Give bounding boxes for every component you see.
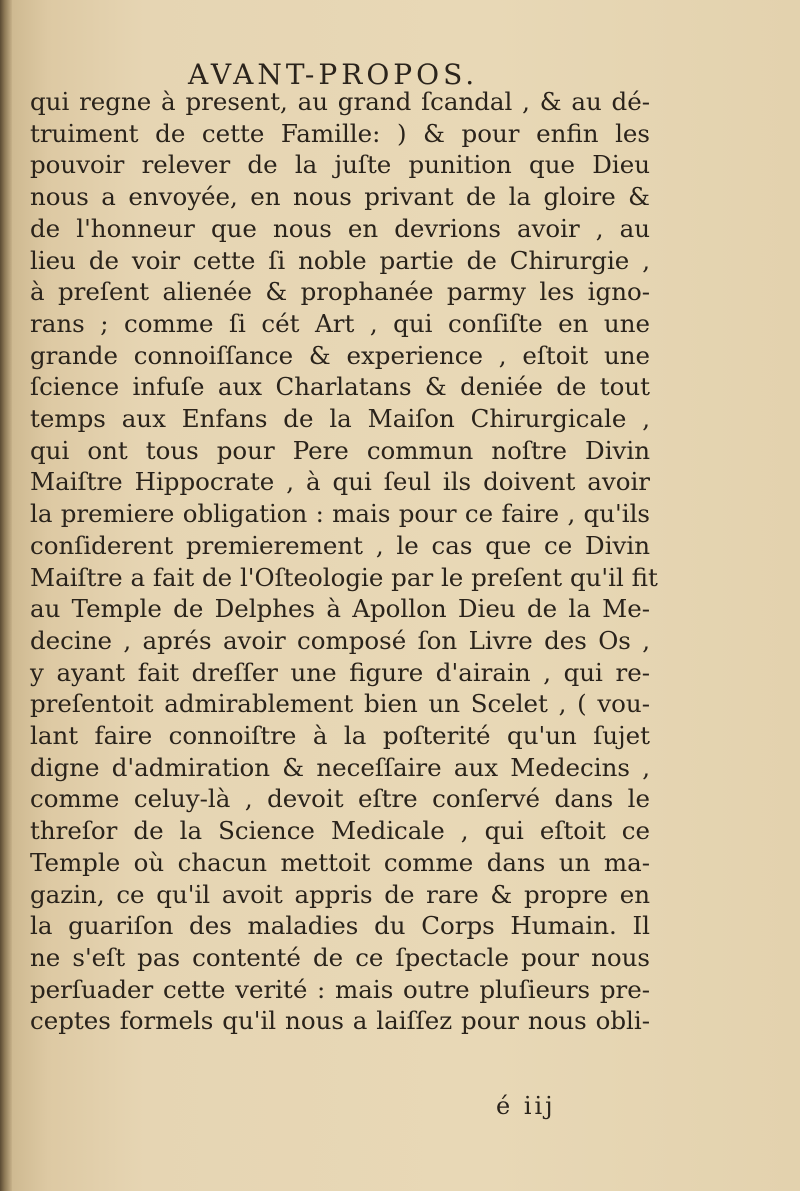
text-line: rans ; comme ſi cét Art , qui conſiſte en une (30, 308, 650, 338)
text-line: y ayant fait dreſſer une figure d'airain , qui re- (30, 657, 650, 687)
text-line: au Temple de Delphes à Apollon Dieu de la Me- (30, 594, 650, 624)
text-line: comme celuy-là , devoit eſtre conſervé dans le (30, 784, 650, 814)
text-line: Temple où chacun mettoit comme dans un ma- (30, 847, 650, 877)
text-line: ceptes formels qu'il nous a laiſſez pour nous obli- (30, 1006, 650, 1036)
text-line: temps aux Enfans de la Maiſon Chirurgicale , (30, 404, 650, 434)
text-line: lieu de voir cette ſi noble partie de Chirurgie , (30, 245, 650, 275)
text-line: decine , aprés avoir composé ſon Livre des Os , (30, 625, 650, 655)
text-line: ne s'eſt pas contenté de ce ſpectacle pour nous (30, 942, 650, 972)
text-line: perſuader cette verité : mais outre pluſieurs pre- (30, 974, 650, 1004)
text-body (30, 86, 658, 1037)
text-line: qui regne à present, au grand ſcandal , & au dé- (30, 87, 650, 116)
text-line: conſiderent premierement , le cas que ce Divin (30, 530, 650, 560)
text-line: Maiſtre Hippocrate , à qui ſeul ils doivent avoir (30, 467, 650, 497)
text-line: digne d'admiration & neceſſaire aux Medecins , (30, 752, 650, 782)
text-line: pouvoir relever de la juſte punition que Dieu (30, 150, 650, 180)
text-line: de l'honneur que nous en devrions avoir , au (30, 213, 650, 243)
text-line: qui ont tous pour Pere commun noſtre Divin (30, 435, 650, 465)
page-binding-edge (0, 0, 12, 1191)
running-head: AVANT-PROPOS. (188, 58, 479, 91)
text-line: gazin, ce qu'il avoit appris de rare & propre en (30, 879, 650, 909)
text-line: Maiſtre a fait de l'Oſteologie par le preſent qu'il fit (30, 562, 658, 592)
text-line: à preſent alienée & prophanée parmy les igno- (30, 277, 650, 307)
text-line: grande connoiſſance & experience , eſtoit une (30, 340, 650, 370)
text-line: ſcience infuſe aux Charlatans & deniée de tout (30, 372, 650, 402)
text-line: la guariſon des maladies du Corps Humain. Il (30, 911, 650, 941)
signature-mark: é iij (496, 1092, 556, 1120)
text-line: nous a envoyée, en nous privant de la gloire & (30, 182, 650, 212)
text-line: la premiere obligation : mais pour ce faire , qu'ils (30, 499, 650, 529)
text-line: lant faire connoiſtre à la poſterité qu'un ſujet (30, 721, 650, 751)
text-line: preſentoit admirablement bien un Scelet , ( vou- (30, 689, 650, 719)
text-line: truiment de cette Famille: ) & pour enfin les (30, 118, 650, 148)
text-line: threſor de la Science Medicale , qui eſtoit ce (30, 816, 650, 846)
